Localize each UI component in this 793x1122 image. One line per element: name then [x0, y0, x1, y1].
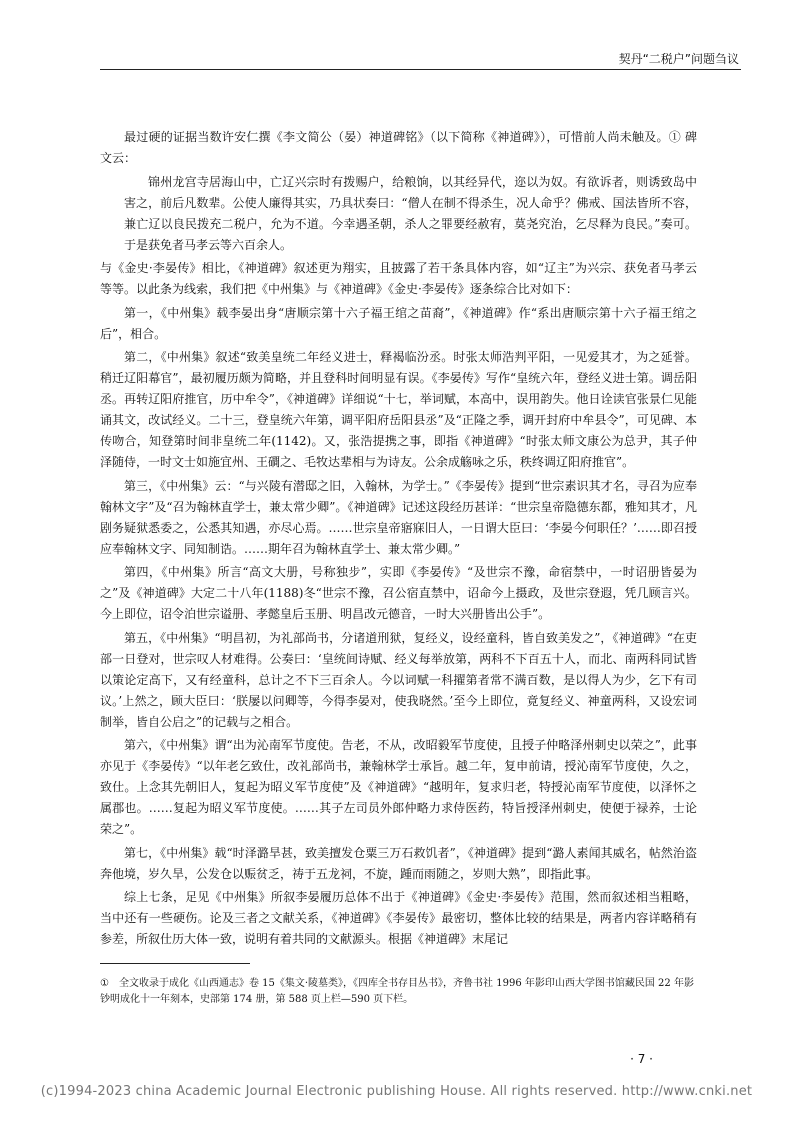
paragraph: 第六，《中州集》谓“出为沁南军节度使。告老，不从，改昭毅军节度使，且授子仲略泽州刺史以荣之”，此事亦见于《李晏传》“以年老乞致仕，改礼部尚书，兼翰林学士承旨。越二年，复申前请，授沁南军节度使，久之，致仕。上念其先朝旧人，复起为昭义军节度使”及《神道碑》“越明年，复求归老，特授沁南军节度使，以泽怀之属郡也。……复起为昭义军节度使。……其子左司员外郎仲略力求侍医药，特旨授泽州刺史，使便于禄养，士论荣之”。	[100, 738, 697, 836]
footnote-rule	[100, 963, 250, 964]
page-number: · 7 ·	[630, 1052, 653, 1066]
header-rule	[100, 69, 741, 70]
paragraph: 第七，《中州集》载“时泽潞旱甚，致美擅发仓粟三万石救饥者”，《神道碑》提到“潞人素闻其威名，帖然治盗奔他境，岁久旱，公发仓以赈贫乏，祷于五龙祠，不旋，踵而雨随之，岁则大熟”，即指此事。	[100, 845, 697, 881]
footnote	[100, 976, 697, 1008]
paragraph: 综上七条，足见《中州集》所叙李晏履历总体不出于《神道碑》《金史·李晏传》范围，然而叙述相当粗略，当中还有一些硬伤。论及三者之文献关系，《神道碑》《李晏传》最密切，整体比较的结果是，两者内容详略稍有参差，所叙仕历大体一致，说明有着共同的文献源头。根据《神道碑》末尾记	[100, 890, 697, 946]
footnote-mark: ①	[100, 978, 109, 989]
paragraph: 第二，《中州集》叙述“致美皇统二年经义进士，释褐临汾丞。时张太师浩判平阳，一见爱其才，为之延誉。稍迁辽阳幕官”，最初履历颇为简略，并且登科时间明显有误。《李晏传》写作“皇统六年，登经义进士第。调岳阳丞。再转辽阳府推官，历中牟令”，《神道碑》详细说“十七，举词赋，本高中，误用韵失。他日诠读官张景仁见能诵其文，改试经义。二十三，登皇统六年第，调平阳府岳阳县丞”及“正隆之季，调开封府中牟县令”，可见碑、本传吻合，知登第时间非皇统二年(1142)。又，张浩提携之事，即指《神道碑》“时张太师文康公为总尹，其子仲泽随侍，一时文士如施宜州、王磵之、毛牧达辈相与为诗友。公余成觞咏之乐，秩终调辽阳府推官”。	[100, 350, 697, 469]
paragraph: 第五，《中州集》“明昌初，为礼部尚书，分诸道刑狱，复经义，设经童科，皆自致美发之”，《神道碑》“在吏部一日登对，世宗叹人材难得。公奏曰：‘皇统间诗赋、经义每举放第，两科不下百五十人，而北、南两科同试皆以策论定高下，又有经童科，总计之不下三百余人。今以词赋一科擢第者常不满百数，是以得人为少，乞下有司议。’上然之，顾大臣曰：‘朕屡以问卿等，今得李晏对，使我晓然。’至今上即位，竟复经义、神童两科，又设宏词制举，皆自公启之”的记载与之相合。	[100, 630, 697, 729]
footnote-text: 全文收录于成化《山西通志》卷 15《集文·陵墓类》，《四库全书存目丛书》，齐鲁书社 1996 年影印山西大学图书馆藏民国 22 年影钞明成化十一年刻本，史部第 174 册，第 588 页上栏—590 页下栏。	[100, 978, 694, 1005]
copyright-watermark: (c)1994-2023 china Academic Journal Electronic publishing House. All rights reserved. http://www.cnki.net	[40, 1084, 753, 1099]
paragraph: 最过硬的证据当数许安仁撰《李文简公（晏）神道碑铭》（以下简称《神道碑》），可惜前人尚未触及。① 碑文云：	[100, 130, 697, 165]
running-header: 契丹“二税户”问题刍议	[618, 52, 739, 66]
block-quote: 锦州龙宫寺居海山中，亡辽兴宗时有拨赐户，给粮饷，以其经异代，迩以为奴。有欲诉者，则诱致岛中害之，前后凡数辈。公使人廉得其实，乃具状奏曰：“僧人在制不得杀生，况人命乎？佛戒、国法皆所不容，兼亡辽以良民拨充二税户，允为不道。今幸遇圣朝，杀人之罪要经赦宥，莫尧究治，乞尽释为良民。”奏可。于是获免者马孝云等六百余人。	[124, 174, 697, 252]
paragraph: 第三，《中州集》云：“与兴陵有潜邸之旧，入翰林，为学士。”《李晏传》提到“世宗素识其才名，寻召为应奉翰林文字”及“召为翰林直学士，兼太常少卿”。《神道碑》记述这段经历甚详：“世宗皇帝隐德东都，雅知其才，凡剧务疑狱悉委之，公悉其知遇，亦尽心焉。……世宗皇帝寤寐旧人，一日谓大臣曰：‘李晏今何职任？’……即召授应奉翰林文字、同知制诰。……期年召为翰林直学士、兼太常少卿。”	[100, 478, 697, 556]
paragraph: 第一，《中州集》载李晏出身“唐顺宗第十六子福王绾之苗裔”，《神道碑》作“系出唐顺宗第十六子福王绾之后”，相合。	[100, 305, 697, 341]
paragraph: 第四，《中州集》所言“高文大册，号称独步”，实即《李晏传》“及世宗不豫，命宿禁中，一时诏册皆晏为之”及《神道碑》大定二十八年(1188)冬“世宗不豫，召公宿直禁中，诏命今上摄政，及世宗登遐，凭几顾言兴。今上即位，诏令泊世宗谥册、孝懿皇后玉册、明昌改元德音，一时大兴册皆出公手”。	[100, 565, 697, 621]
article-body	[100, 127, 697, 953]
paragraph: 与《金史·李晏传》相比，《神道碑》叙述更为翔实，且披露了若干条具体内容，如“辽主”为兴宗、获免者马孝云等等。以此条为线索，我们把《中州集》与《神道碑》《金史·李晏传》逐条综合比对如下：	[100, 261, 697, 296]
